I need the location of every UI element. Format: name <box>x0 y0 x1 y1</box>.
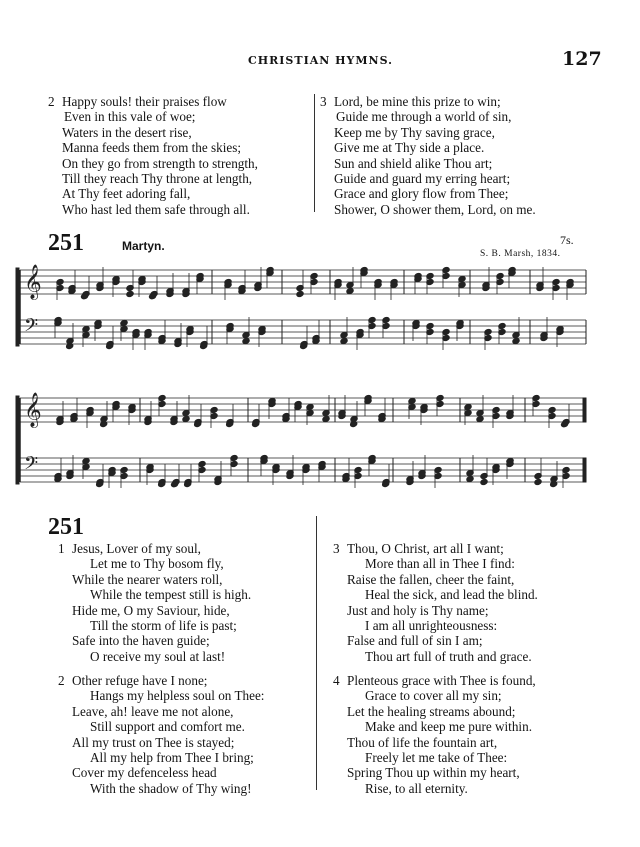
verse-line: Grace to cover all my sin; <box>365 688 502 704</box>
verse-line: Spring Thou up within my heart, <box>347 765 520 781</box>
final-bar <box>583 398 586 422</box>
verse-line: Heal the sick, and lead the blind. <box>365 587 538 603</box>
verse-line: Still support and comfort me. <box>90 719 245 735</box>
bass-clef: 𝄢 <box>24 315 39 341</box>
verse-line: Give me at Thy side a place. <box>334 140 485 156</box>
stanza-number: 2 <box>48 94 55 109</box>
verse-line: Raise the fallen, cheer the faint, <box>347 571 515 587</box>
verse-line: Lord, be mine this prize to win; <box>334 94 501 109</box>
note-head <box>296 290 304 297</box>
verse-line: Manna feeds them from the skies; <box>62 140 242 156</box>
bass-clef: 𝄢 <box>24 453 39 479</box>
verse-line: Hide me, O my Saviour, hide, <box>72 602 230 618</box>
verse-line: O receive my soul at last! <box>90 648 226 664</box>
verse-line: On they go from strength to strength, <box>62 155 258 171</box>
tune-number: 251 <box>48 230 84 256</box>
hymn-stanza-4 <box>333 673 536 796</box>
verse-line: Happy souls! their praises flow <box>62 94 227 109</box>
running-title: CHRISTIAN HYMNS. <box>248 54 393 67</box>
stanza-number: 3 <box>320 94 327 109</box>
note-head <box>322 415 330 422</box>
verse-line: Even in this vale of woe; <box>64 109 196 125</box>
hymn-stanza-2 <box>58 673 264 796</box>
verse-line: Sun and shield alike Thou art; <box>334 155 493 171</box>
verse-line: Who hast led them safe through all. <box>62 201 250 217</box>
note-head <box>346 287 354 294</box>
stanza-number: 4 <box>333 673 340 688</box>
verse-line: Grace and glory flow from Thee; <box>334 186 509 202</box>
tune-meter: 7s. <box>560 233 574 247</box>
verse-line: Make and keep me pure within. <box>365 719 532 735</box>
verse-line: Let me to Thy bosom fly, <box>90 556 224 572</box>
stanza-number: 2 <box>58 673 65 688</box>
verse-line: Cover my defenceless head <box>72 765 217 781</box>
verse-line: All my trust on Thee is stayed; <box>72 734 235 750</box>
system-bracket-bar <box>16 268 19 346</box>
verse-line: At Thy feet adoring fall, <box>62 186 191 202</box>
verse-line: Thou, O Christ, art all I want; <box>347 541 504 556</box>
hymn-number: 251 <box>48 514 84 540</box>
verse-line: All my help from Thee I bring; <box>90 749 254 765</box>
verse-line: With the shadow of Thy wing! <box>90 780 252 796</box>
verse-line: Hangs my helpless soul on Thee: <box>90 688 265 704</box>
treble-clef: 𝄞 <box>24 392 42 428</box>
verse-line: Jesus, Lover of my soul, <box>72 541 201 556</box>
system-bracket-bar <box>16 396 19 484</box>
verse-line: More than all in Thee I find: <box>365 556 515 572</box>
verse-line: While the nearer waters roll, <box>72 571 223 587</box>
verse-line: Rise, to all eternity. <box>365 780 468 796</box>
verse-line: Safe into the haven guide; <box>72 633 210 649</box>
verse-line: Plenteous grace with Thee is found, <box>347 673 536 688</box>
verse-line: Guide me through a world of sin, <box>336 109 512 125</box>
verse-line: Till the storm of life is past; <box>90 617 237 633</box>
verse-line: I am all unrighteousness: <box>365 617 498 633</box>
stanza-number: 3 <box>333 541 340 556</box>
verse-line: Guide and guard my erring heart; <box>334 170 511 186</box>
verse-line: While the tempest still is high. <box>90 587 252 603</box>
verse-line: False and full of sin I am; <box>347 633 483 649</box>
verse-line: Shower, O shower them, Lord, on me. <box>334 201 536 217</box>
stanza-number: 1 <box>58 541 65 556</box>
column-divider <box>316 516 317 790</box>
verse-line: Keep me by Thy saving grace, <box>334 124 495 140</box>
treble-clef: 𝄞 <box>24 264 42 300</box>
final-bar <box>583 458 586 482</box>
verse-line: Till they reach Thy throne at length, <box>62 170 253 186</box>
note-head <box>340 337 348 344</box>
verse-line: Thou art full of truth and grace. <box>365 648 532 664</box>
verse-line: Freely let me take of Thee: <box>365 749 508 765</box>
verse-line: Just and holy is Thy name; <box>347 602 489 618</box>
verse-line: Waters in the desert rise, <box>62 124 192 140</box>
hymn-stanza-3 <box>333 541 538 664</box>
note-head <box>534 478 542 485</box>
note-head <box>182 415 190 422</box>
tune-name: Martyn. <box>122 239 165 253</box>
note-head <box>126 290 134 297</box>
verse-line: Leave, ah! leave me not alone, <box>72 703 234 719</box>
note-head <box>466 475 474 482</box>
verse-line: Other refuge have I none; <box>72 673 208 688</box>
note-head <box>512 337 520 344</box>
verse-line: Thou of life the fountain art, <box>347 734 498 750</box>
page-number: 127 <box>562 48 602 70</box>
note-head <box>242 337 250 344</box>
verse-line: Let the healing streams abound; <box>347 703 516 719</box>
note-head <box>476 415 484 422</box>
tune-composer: S. B. Marsh, 1834. <box>480 249 561 259</box>
hymn-stanza-1 <box>58 541 251 664</box>
note-head <box>480 478 488 485</box>
